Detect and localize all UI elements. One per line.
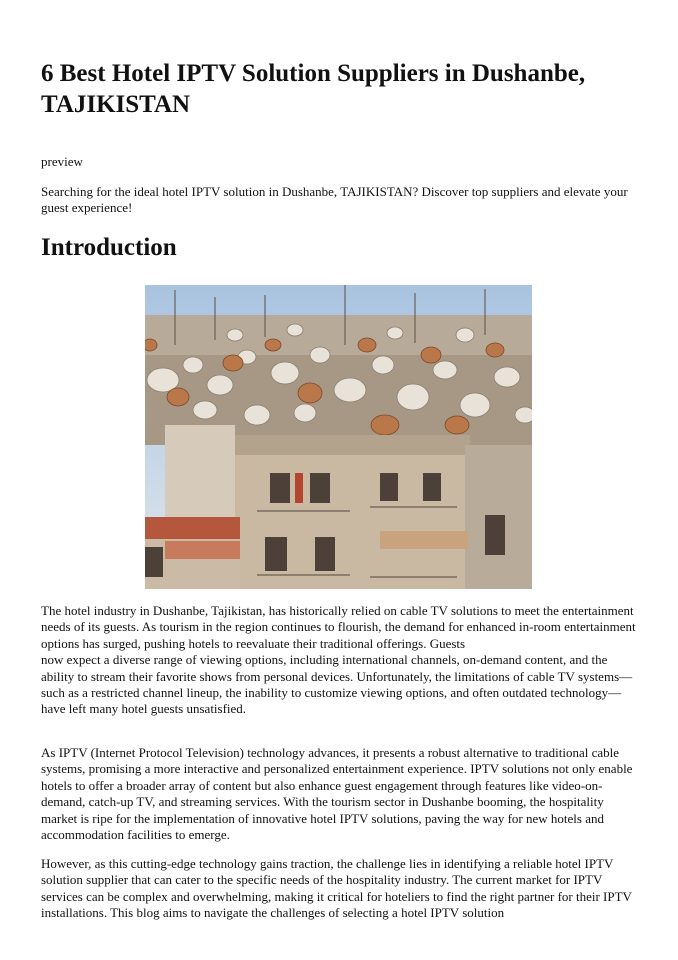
lead-paragraph: Searching for the ideal hotel IPTV solution in Dushanbe, TAJIKISTAN? Discover top suppliers and elevate your guest experience! [41, 184, 628, 215]
preview-label: preview [41, 154, 83, 169]
body-paragraph-1-part-1: The hotel industry in Dushanbe, Tajikistan, has historically relied on cable TV solutions to meet the entertainment needs of its guests. As tourism in the region continues to flourish, the demand for enhanced in-room entertainment options has surged, pushing hotels to reevaluate their traditional offerings. Guests [41, 603, 636, 651]
body-paragraph-1-part-2: now expect a diverse range of viewing options, including international channels, on-demand content, and the ability to stream their favorite shows from personal devices. Unfortunately, the limitations of cable TV systems—such as a restricted channel lineup, the inability to customize viewing options, and often outdated technology—have left many hotel guests unsatisfied. [41, 652, 633, 717]
page-title: 6 Best Hotel IPTV Solution Suppliers in Dushanbe, TAJIKISTAN [41, 60, 586, 118]
body-paragraph-1 [41, 603, 641, 718]
body-paragraph-3: However, as this cutting-edge technology gains traction, the challenge lies in identifying a reliable hotel IPTV solution supplier that can cater to the specific needs of the hospitality industry. The current market for IPTV services can be complex and overwhelming, making it critical for hoteliers to find the right partner for their IPTV installations. This blog aims to navigate the challenges of selecting a hotel IPTV solution [41, 856, 632, 921]
photo-illustration [145, 285, 532, 589]
section-heading-introduction: Introduction [41, 234, 177, 261]
rooftop-satellite-dishes-photo [145, 285, 532, 589]
body-paragraph-2: As IPTV (Internet Protocol Television) technology advances, it presents a robust alternative to traditional cable systems, promising a more interactive and personalized entertainment experience. IPTV solutions not only enable hotels to offer a broader array of content but also enhance guest engagement through features like video-on-demand, catch-up TV, and streaming services. With the tourism sector in Dushanbe booming, the hospitality market is ripe for the implementation of innovative hotel IPTV solutions, paving the way for new hotels and accommodation facilities to emerge. [41, 745, 633, 843]
